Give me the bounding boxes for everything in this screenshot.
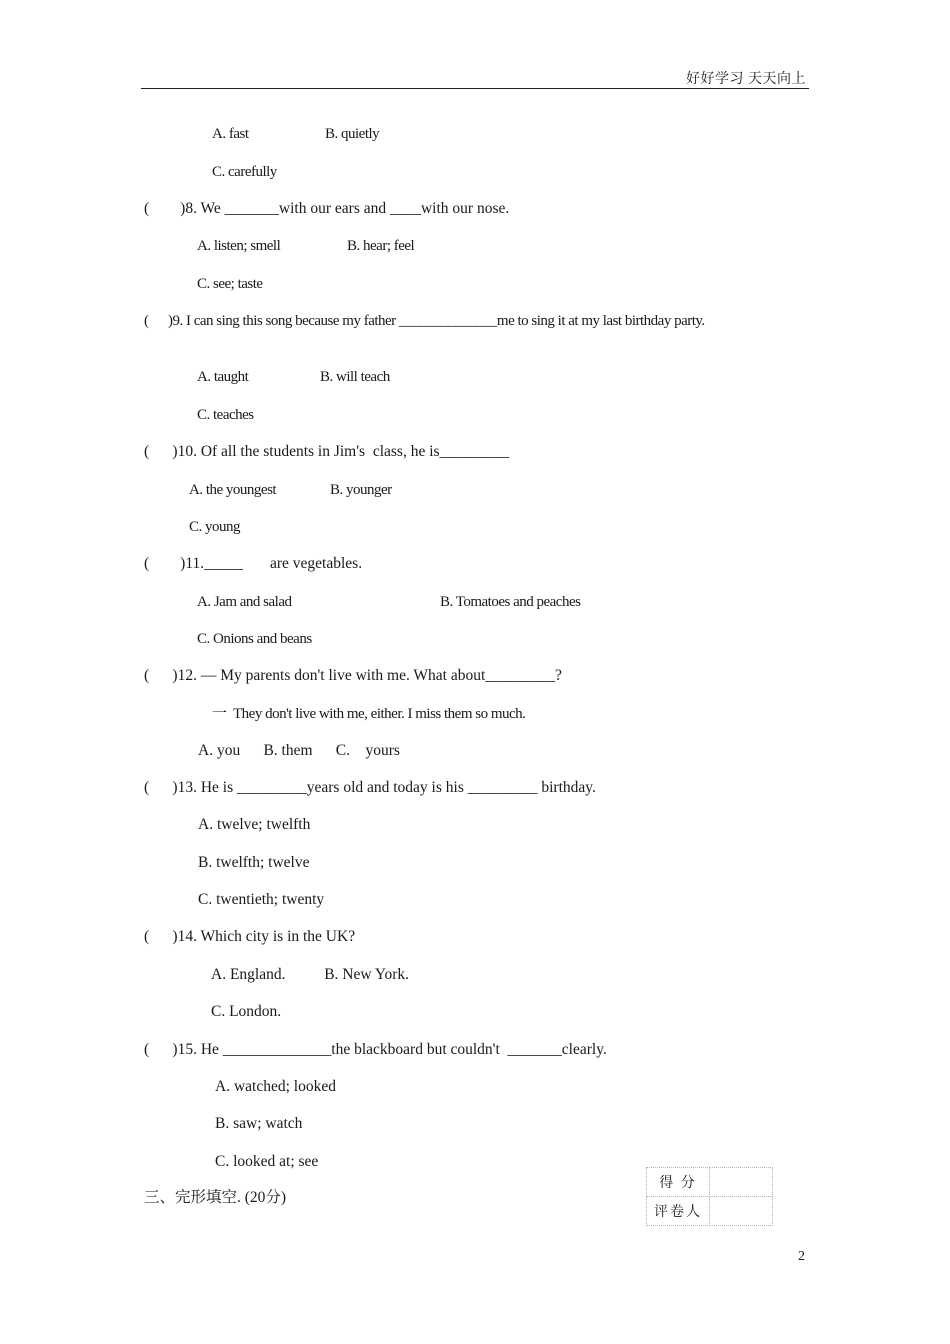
score-field: [710, 1168, 773, 1197]
question-13: ( )13. He is _________years old and today is his _________ birthday.: [144, 779, 596, 796]
q9-option-c: C. teaches: [197, 407, 254, 423]
question-14: ( )14. Which city is in the UK?: [144, 928, 356, 945]
q10-option-b: B. younger: [330, 482, 392, 498]
question-9: ( )9. I can sing this song because my father ______________me to sing it at my last birthday party.: [144, 313, 705, 329]
q14-option-c: C. London.: [211, 1003, 282, 1020]
question-11: ( )11._____ are vegetables.: [144, 555, 363, 572]
q13-option-a: A. twelve; twelfth: [198, 816, 311, 833]
q7-option-a: A. fast: [212, 126, 249, 142]
q8-option-c: C. see; taste: [197, 276, 263, 292]
q11-option-b: B. Tomatoes and peaches: [440, 594, 581, 610]
q13-option-c: C. twentieth; twenty: [198, 891, 325, 908]
q9-option-b: B. will teach: [320, 369, 390, 385]
header-text: 好好学习 天天向上: [686, 72, 806, 87]
question-12: ( )12. — My parents don't live with me. What about_________?: [144, 667, 562, 684]
score-box: [646, 1167, 773, 1226]
q8-option-b: B. hear; feel: [347, 238, 415, 254]
question-10: ( )10. Of all the students in Jim's class, he is_________: [144, 443, 510, 460]
q13-option-b: B. twelfth; twelve: [198, 854, 310, 871]
q10-option-a: A. the youngest: [189, 482, 277, 498]
q15-option-a: A. watched; looked: [215, 1078, 336, 1095]
q10-option-c: C. young: [189, 519, 241, 535]
section-title-cloze: 三、完形填空. (20分): [144, 1189, 287, 1206]
q12-options: A. you B. them C. yours: [198, 742, 400, 759]
q15-option-c: C. looked at; see: [215, 1153, 319, 1170]
grader-field: [710, 1197, 773, 1226]
page-number: 2: [798, 1249, 805, 1264]
header-rule: [141, 88, 809, 89]
q11-option-c: C. Onions and beans: [197, 631, 312, 647]
q9-option-a: A. taught: [197, 369, 249, 385]
q12-response: 一 They don't live with me, either. I miss them so much.: [212, 706, 526, 722]
q7-option-c: C. carefully: [212, 164, 277, 180]
q14-options-ab: A. England. B. New York.: [211, 966, 410, 983]
q11-option-a: A. Jam and salad: [197, 594, 292, 610]
question-8: ( )8. We _______with our ears and ____with our nose.: [144, 200, 510, 217]
q8-option-a: A. listen; smell: [197, 238, 281, 254]
q15-option-b: B. saw; watch: [215, 1115, 303, 1132]
score-label: 得 分: [647, 1168, 710, 1197]
grader-label: 评卷人: [647, 1197, 710, 1226]
question-15: ( )15. He ______________the blackboard but couldn't _______clearly.: [144, 1041, 607, 1058]
q7-option-b: B. quietly: [325, 126, 380, 142]
